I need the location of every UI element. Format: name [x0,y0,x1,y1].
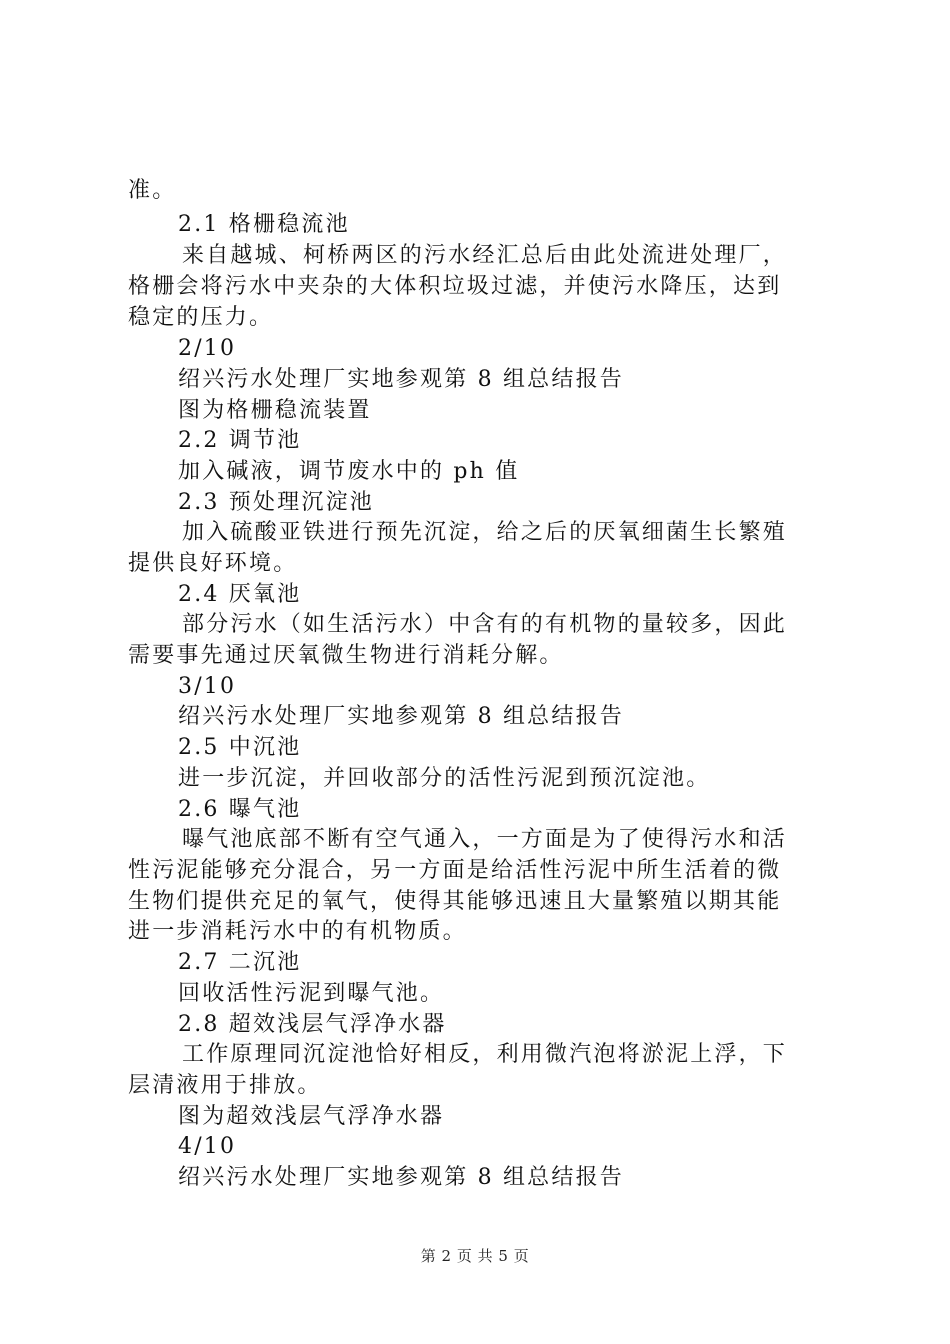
text-line: 格栅会将污水中夹杂的大体积垃圾过滤，并使污水降压，达到 [128,274,782,299]
section-heading: 2.4 厌氧池 [178,582,302,607]
text-line: 准。 [128,178,177,203]
text-line: 曝气池底部不断有空气通入，一方面是为了使得污水和活 [182,827,788,852]
section-heading: 2.6 曝气池 [178,797,302,822]
page-number-marker: 4/10 [178,1134,237,1159]
text-line: 回收活性污泥到曝气池。 [178,981,445,1006]
figure-caption: 图为格栅稳流装置 [178,398,372,423]
section-heading: 2.7 二沉池 [178,950,302,975]
report-title-line: 绍兴污水处理厂实地参观第 8 组总结报告 [178,1165,624,1190]
section-heading: 2.1 格栅稳流池 [178,212,350,237]
page-number-marker: 3/10 [178,674,237,699]
page-footer: 第 2 页 共 5 页 [420,1247,530,1265]
text-line: 需要事先通过厌氧微生物进行消耗分解。 [128,643,564,668]
section-heading: 2.5 中沉池 [178,735,302,760]
text-line: 进一步消耗污水中的有机物质。 [128,919,467,944]
text-line: 加入硫酸亚铁进行预先沉淀，给之后的厌氧细菌生长繁殖 [182,520,788,545]
section-heading: 2.2 调节池 [178,428,302,453]
text-line: 稳定的压力。 [128,305,274,330]
text-line: 进一步沉淀，并回收部分的活性污泥到预沉淀池。 [178,766,711,791]
text-line: 生物们提供充足的氧气，使得其能够迅速且大量繁殖以期其能 [128,889,782,914]
text-line: 来自越城、柯桥两区的污水经汇总后由此处流进处理厂， [182,243,788,268]
section-heading: 2.8 超效浅层气浮净水器 [178,1012,447,1037]
text-line: 提供良好环境。 [128,551,298,576]
text-line: 工作原理同沉淀池恰好相反，利用微汽泡将淤泥上浮，下 [182,1042,788,1067]
report-title-line: 绍兴污水处理厂实地参观第 8 组总结报告 [178,367,624,392]
report-title-line: 绍兴污水处理厂实地参观第 8 组总结报告 [178,704,624,729]
figure-caption: 图为超效浅层气浮净水器 [178,1104,445,1129]
page-number-marker: 2/10 [178,336,237,361]
text-line: 加入碱液，调节废水中的 ph 值 [178,459,520,484]
text-line: 部分污水（如生活污水）中含有的有机物的量较多，因此 [182,612,788,637]
text-line: 层清液用于排放。 [128,1073,322,1098]
text-line: 性污泥能够充分混合，另一方面是给活性污泥中所生活着的微 [128,858,782,883]
section-heading: 2.3 预处理沉淀池 [178,490,374,515]
